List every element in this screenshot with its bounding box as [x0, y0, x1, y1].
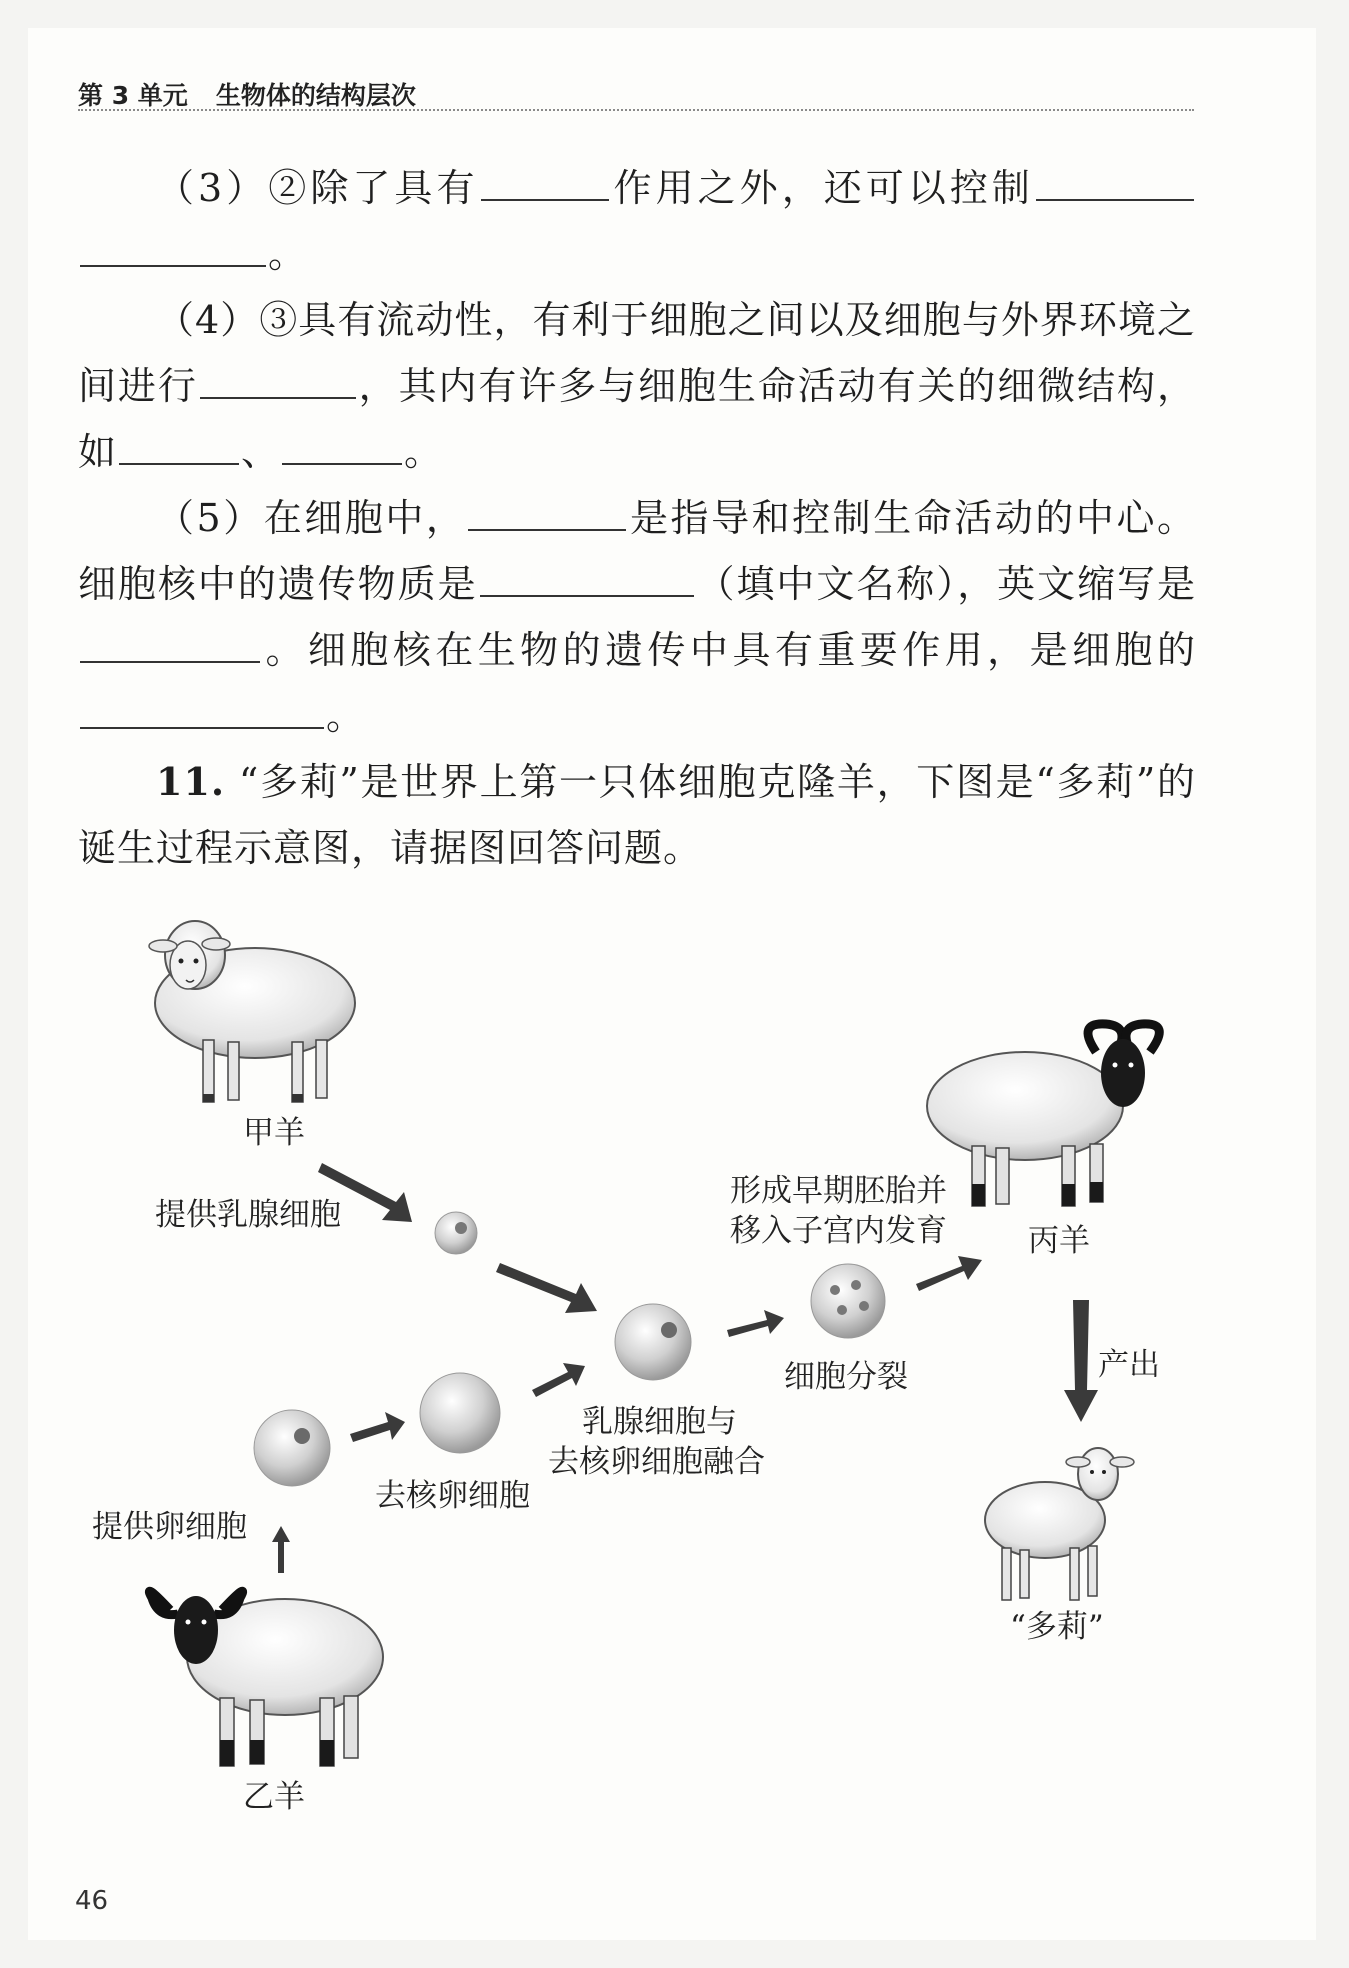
arrow-fusion-to-division — [727, 1310, 784, 1337]
label-sheep-c: 丙羊 — [1028, 1223, 1090, 1259]
unit-label: 第 3 单元 — [78, 81, 188, 110]
label-produce: 产出 — [1098, 1347, 1160, 1383]
q5-text-b: 是指导和控制生命活动的中心。细胞核中的遗传物质是 — [78, 496, 1196, 606]
question-number: 11. — [156, 759, 226, 804]
label-provide-egg-cell: 提供卵细胞 — [92, 1509, 247, 1545]
label-fusion-line2: 去核卵细胞融合 — [548, 1444, 765, 1480]
dolly-lamb-illustration — [985, 1448, 1134, 1600]
q3-text-c: 。 — [268, 232, 308, 276]
label-enucleated-egg: 去核卵细胞 — [375, 1478, 530, 1514]
label-fusion-line1: 乳腺细胞与 — [582, 1404, 737, 1440]
arrow-division-to-sheep-c — [916, 1256, 982, 1291]
question-11-text: “多莉”是世界上第一只体细胞克隆羊，下图是“多莉”的诞生过程示意图，请据图回答问题。 — [78, 760, 1196, 870]
q4-text-a: （4）③具有流动性，有利于细胞之间以及细胞与外界环境之间进行 — [78, 298, 1196, 408]
label-provide-mammary-cell: 提供乳腺细胞 — [155, 1197, 341, 1233]
q4-text-b: ，其内有许多与细胞生命活动有关的细微结构，如 — [78, 364, 1196, 474]
q5-text-d: 。细胞核在生物的遗传中具有重要作用，是细胞的 — [262, 628, 1196, 672]
page-number: 46 — [75, 1886, 109, 1916]
q3-text-b: 作用之外，还可以控制 — [610, 166, 1034, 210]
label-sheep-a: 甲羊 — [243, 1115, 305, 1151]
q5-text-c: （填中文名称），英文缩写是 — [695, 562, 1196, 606]
label-sheep-b: 乙羊 — [243, 1779, 305, 1815]
q3-text-a: （3）②除了具有 — [156, 166, 479, 210]
dividing-cell — [811, 1264, 885, 1338]
q4-text-d: 。 — [404, 430, 444, 474]
sheep-c-illustration — [927, 1024, 1159, 1206]
label-dolly: “多莉” — [1010, 1609, 1104, 1645]
arrow-sheep-c-to-dolly — [1064, 1300, 1098, 1422]
q5-text-e: 。 — [326, 694, 366, 738]
arrow-egg-to-enucleated — [350, 1412, 405, 1442]
arrow-enucleated-to-fusion — [532, 1363, 585, 1397]
arrow-cell-to-fusion — [496, 1263, 597, 1313]
egg-cell — [254, 1410, 330, 1486]
mammary-cell — [435, 1212, 477, 1254]
enucleated-egg-cell — [420, 1373, 500, 1453]
arrow-sheep-b-to-egg — [272, 1526, 290, 1573]
label-cell-division: 细胞分裂 — [784, 1359, 908, 1395]
q4-text-c: 、 — [241, 430, 281, 474]
label-embryo-line1: 形成早期胚胎并 — [730, 1173, 947, 1209]
unit-title: 生物体的结构层次 — [215, 81, 416, 110]
q5-text-a: （5）在细胞中， — [156, 496, 467, 540]
sheep-b-illustration — [149, 1591, 383, 1766]
sheep-a-illustration — [149, 921, 355, 1102]
fused-cell — [615, 1304, 691, 1380]
label-embryo-line2: 移入子宫内发育 — [730, 1213, 947, 1249]
